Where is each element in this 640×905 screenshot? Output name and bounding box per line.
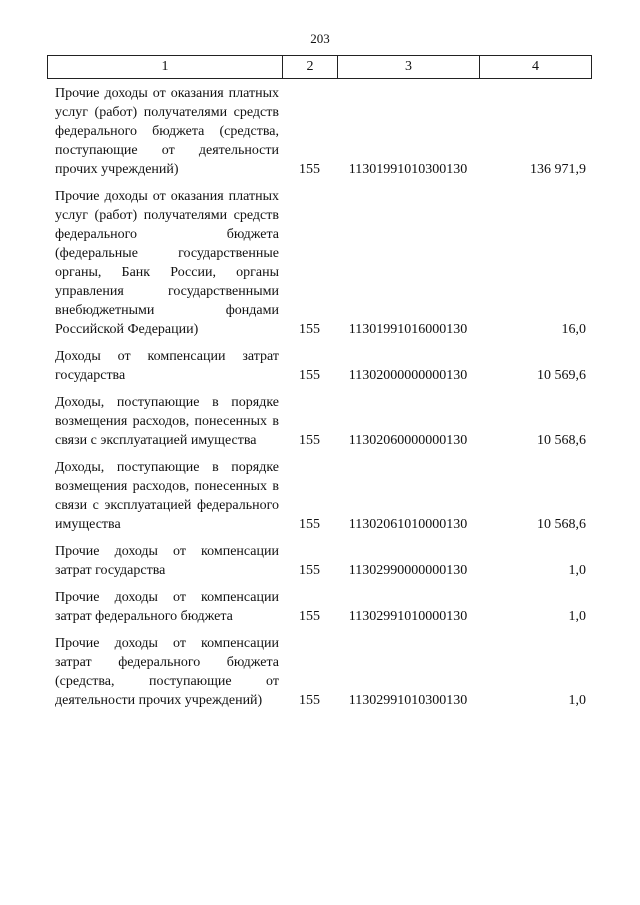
table-row	[47, 343, 592, 389]
income-name: Прочие доходы от оказания платных услуг (работ) получателями средств федерального бюджета (средства, поступающие от деятельности прочих учреждений)	[55, 86, 279, 177]
kbk-code: 11302990000000130	[348, 563, 468, 578]
income-name: Прочие доходы от оказания платных услуг (работ) получателями средств федерального бюджета (федеральные государственные органы, Банк России, органы управления государственными внебюджетными фондами Российской Федерации)	[55, 189, 279, 337]
kbk-code: 11302991010000130	[348, 609, 468, 624]
kbk-code: 11302060000000130	[348, 433, 468, 448]
income-name: Прочие доходы от компенсации затрат государства	[55, 544, 279, 578]
income-name: Доходы от компенсации затрат государства	[55, 349, 279, 383]
kbk-code: 11301991016000130	[348, 322, 468, 337]
amount: 136 971,9	[530, 162, 586, 177]
admin-code: 155	[299, 162, 320, 177]
kbk-code: 11301991010300130	[348, 162, 468, 177]
income-name: Доходы, поступающие в порядке возмещения расходов, понесенных в связи с эксплуатацией федерального имущества	[55, 460, 279, 532]
header-col-4: 4	[532, 59, 539, 74]
income-name: Прочие доходы от компенсации затрат федерального бюджета	[55, 590, 279, 624]
table-row	[47, 454, 592, 538]
admin-code: 155	[299, 322, 320, 337]
table-body	[47, 80, 592, 714]
amount: 10 569,6	[537, 368, 586, 383]
table-row	[47, 584, 592, 630]
table-row	[47, 630, 592, 714]
page-number: 203	[310, 31, 330, 46]
table-header	[47, 55, 592, 79]
admin-code: 155	[299, 693, 320, 708]
admin-code: 155	[299, 517, 320, 532]
income-name: Прочие доходы от компенсации затрат федерального бюджета (средства, поступающие от деятельности прочих учреждений)	[55, 636, 279, 708]
table-row	[47, 538, 592, 584]
income-name: Доходы, поступающие в порядке возмещения расходов, понесенных в связи с эксплуатацией имущества	[55, 395, 279, 448]
table-row	[47, 389, 592, 454]
admin-code: 155	[299, 563, 320, 578]
header-col-1: 1	[48, 56, 283, 78]
kbk-code: 11302991010300130	[348, 693, 468, 708]
kbk-code: 11302061010000130	[348, 517, 468, 532]
admin-code: 155	[299, 368, 320, 383]
amount: 1,0	[568, 693, 586, 708]
header-col-3: 3	[338, 56, 480, 78]
table-row	[47, 183, 592, 343]
header-col-2: 2	[283, 56, 338, 78]
admin-code: 155	[299, 433, 320, 448]
amount: 10 568,6	[537, 433, 586, 448]
amount: 10 568,6	[537, 517, 586, 532]
table-row	[47, 80, 592, 183]
amount: 16,0	[561, 322, 586, 337]
admin-code: 155	[299, 609, 320, 624]
kbk-code: 11302000000000130	[348, 368, 468, 383]
amount: 1,0	[568, 609, 586, 624]
amount: 1,0	[568, 563, 586, 578]
